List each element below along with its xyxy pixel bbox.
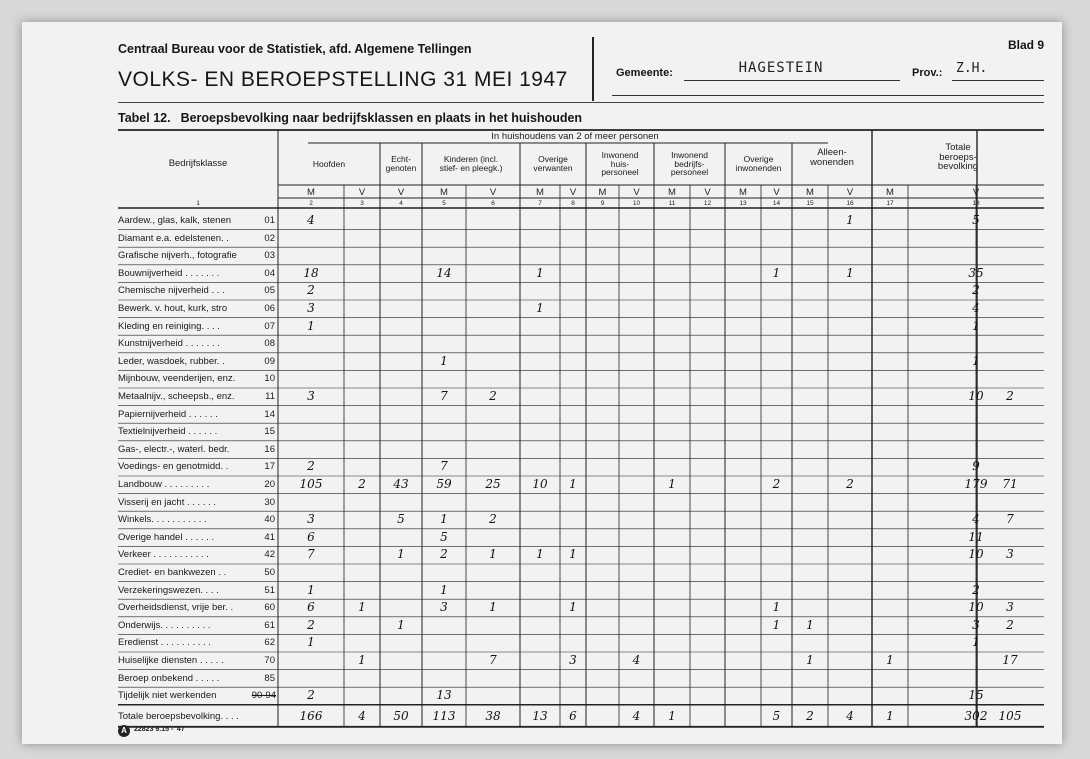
sex-label: V bbox=[358, 187, 366, 198]
row-value: 1 bbox=[569, 477, 577, 491]
row-code: 01 bbox=[264, 215, 275, 226]
row-value: 3 bbox=[1006, 547, 1014, 562]
row-code: 04 bbox=[264, 267, 275, 279]
row-value: 15 bbox=[968, 688, 984, 703]
row-value: 2 bbox=[972, 582, 980, 597]
row-value: 3 bbox=[307, 301, 315, 315]
total-value: 4 bbox=[358, 708, 366, 723]
row-value: 14 bbox=[436, 265, 452, 280]
row-code: 50 bbox=[264, 567, 275, 578]
total-value: 2 bbox=[806, 708, 814, 723]
sex-label: M bbox=[739, 187, 747, 198]
row-value: 71 bbox=[1002, 477, 1018, 491]
row-label: Overheidsdienst, vrije ber. . bbox=[118, 602, 234, 614]
row-label: Bewerk. v. hout, kurk, stro bbox=[118, 303, 228, 314]
bedrijfsklasse-header: Bedrijfsklasse bbox=[168, 158, 228, 170]
row-value: 1 bbox=[569, 547, 577, 562]
row-code: 51 bbox=[264, 584, 275, 596]
column-number: 5 bbox=[442, 200, 446, 207]
row-label: Mijnbouw, veenderijen, enz. bbox=[118, 373, 236, 385]
sex-label: V bbox=[704, 187, 711, 198]
row-value: 1 bbox=[772, 617, 781, 632]
row-label: Metaalnijv., scheepsb., enz. bbox=[118, 391, 235, 402]
row-code: 60 bbox=[264, 602, 275, 614]
row-value: 9 bbox=[972, 459, 980, 474]
row-label: Aardew., glas, kalk, stenen bbox=[118, 215, 232, 226]
row-value: 1 bbox=[772, 265, 781, 280]
row-value: 3 bbox=[972, 617, 980, 632]
row-value: 1 bbox=[489, 547, 497, 562]
row-value: 2 bbox=[1006, 617, 1014, 632]
row-label: Verzekeringswezen. . . . bbox=[118, 584, 219, 596]
column-number: 10 bbox=[632, 200, 641, 207]
row-value: 4 bbox=[972, 301, 980, 315]
row-code: 85 bbox=[264, 672, 275, 684]
census-title: VOLKS- EN BEROEPSTELLING 31 MEI 1947 bbox=[118, 68, 568, 91]
row-code: 30 bbox=[264, 496, 275, 508]
sex-label: V bbox=[846, 187, 854, 198]
printer-logo: A bbox=[118, 725, 130, 737]
row-value: 1 bbox=[846, 265, 854, 280]
row-value: 2 bbox=[358, 477, 366, 491]
row-value: 6 bbox=[307, 600, 315, 615]
gemeente-label: Gemeente: bbox=[616, 67, 673, 79]
row-code: 06 bbox=[264, 303, 275, 314]
row-value: 1 bbox=[440, 512, 448, 527]
row-value: 1 bbox=[972, 635, 980, 650]
row-code: 70 bbox=[264, 655, 275, 666]
row-label: Crediet- en bankwezen . . bbox=[118, 567, 227, 578]
total-value: 113 bbox=[432, 708, 456, 723]
total-value: 166 bbox=[299, 708, 323, 723]
sex-label: M bbox=[440, 187, 448, 198]
row-code: 42 bbox=[264, 549, 275, 561]
row-value: 13 bbox=[436, 688, 452, 703]
row-code: 90-94 bbox=[251, 690, 276, 702]
total-value: 4 bbox=[632, 708, 641, 723]
row-value: 3 bbox=[440, 600, 448, 615]
row-value: 2 bbox=[489, 389, 497, 403]
sheet-number: Blad 9 bbox=[1008, 38, 1045, 52]
row-value: 35 bbox=[968, 265, 984, 280]
column-number: 15 bbox=[806, 200, 814, 207]
row-value: 2 bbox=[972, 283, 980, 298]
sex-label: V bbox=[972, 187, 980, 198]
row-value: 5 bbox=[440, 529, 448, 544]
row-label: Tijdelijk niet werkenden bbox=[118, 690, 217, 702]
row-value: 7 bbox=[440, 459, 448, 474]
sex-label: M bbox=[806, 187, 814, 198]
column-number: 12 bbox=[703, 200, 712, 207]
row-label: Gas-, electr.-, waterl. bedr. bbox=[118, 443, 230, 455]
hoofden-header: Hoofden bbox=[312, 158, 346, 169]
row-code: 17 bbox=[264, 461, 275, 473]
row-value: 3 bbox=[1006, 600, 1014, 615]
row-value: 10 bbox=[968, 547, 984, 562]
row-value: 2 bbox=[440, 547, 448, 562]
row-code: 10 bbox=[264, 373, 275, 385]
bedrijfspersoneel-header: Inwonend bedrijfs- personeel bbox=[670, 149, 709, 178]
row-code: 09 bbox=[264, 355, 275, 367]
row-value: 18 bbox=[303, 265, 319, 280]
row-code: 07 bbox=[264, 320, 275, 332]
column-number: 3 bbox=[360, 200, 364, 207]
row-label: Beroep onbekend . . . . . bbox=[118, 672, 220, 684]
column-number: 11 bbox=[668, 200, 676, 207]
row-value: 1 bbox=[397, 547, 405, 562]
row-label: Leder, wasdoek, rubber. . bbox=[118, 355, 225, 367]
row-value: 1 bbox=[668, 477, 676, 491]
row-value: 10 bbox=[532, 477, 548, 491]
row-value: 43 bbox=[393, 477, 409, 491]
row-code: 41 bbox=[264, 531, 275, 543]
table-caption: Beroepsbevolking naar bedrijfsklassen en plaats in het huishouden bbox=[180, 111, 583, 125]
row-code: 03 bbox=[264, 250, 275, 262]
row-value: 1 bbox=[536, 265, 544, 280]
row-value: 5 bbox=[972, 213, 980, 227]
column-number: 4 bbox=[399, 200, 403, 207]
sex-label: V bbox=[569, 187, 577, 198]
row-value: 2 bbox=[772, 477, 781, 491]
print-code: 22823 9.15 - '47 bbox=[134, 726, 185, 733]
row-value: 1 bbox=[886, 653, 894, 667]
row-value: 2 bbox=[307, 617, 315, 632]
sex-label: M bbox=[598, 187, 607, 198]
total-value: 50 bbox=[393, 708, 409, 723]
echtgenoten-header: Echt- genoten bbox=[385, 154, 417, 173]
row-value: 2 bbox=[307, 459, 315, 474]
row-value: 1 bbox=[536, 301, 544, 315]
row-label: Onderwijs. . . . . . . . . . bbox=[118, 619, 211, 631]
column-number: 7 bbox=[538, 200, 542, 207]
organization-heading: Centraal Bureau voor de Statistiek, afd. Algemene Tellingen bbox=[118, 42, 472, 56]
row-label: Textielnijverheid . . . . . . bbox=[118, 426, 218, 438]
row-label: Voedings- en genotmidd. . bbox=[118, 461, 229, 473]
row-label: Bouwnijverheid . . . . . . . bbox=[118, 267, 220, 279]
row-value: 1 bbox=[972, 353, 980, 368]
row-value: 7 bbox=[1006, 512, 1014, 527]
huispersoneel-header: Inwonend huis- personeel bbox=[601, 149, 639, 178]
total-value: 1 bbox=[886, 708, 894, 723]
row-value: 10 bbox=[968, 389, 984, 403]
total-value: 302 bbox=[964, 708, 988, 723]
sex-label: M bbox=[668, 187, 676, 198]
row-value: 105 bbox=[299, 477, 323, 491]
row-value: 179 bbox=[964, 477, 988, 491]
row-value: 1 bbox=[358, 653, 366, 667]
column-number: 14 bbox=[772, 200, 781, 207]
row-label: Verkeer . . . . . . . . . . . bbox=[118, 549, 209, 561]
row-value: 1 bbox=[806, 617, 814, 632]
row-code: 11 bbox=[265, 391, 275, 402]
row-value: 2 bbox=[307, 688, 315, 703]
row-value: 7 bbox=[307, 547, 315, 562]
row-code: 40 bbox=[264, 514, 275, 526]
column-number: 1 bbox=[196, 200, 200, 207]
overige-inwonenden-header: Overige inwonenden bbox=[735, 154, 782, 173]
row-value: 5 bbox=[397, 512, 405, 527]
row-value: 1 bbox=[397, 617, 405, 632]
totale-beroepsbevolking-header: Totale beroeps- bevolking bbox=[937, 141, 979, 173]
column-number: 9 bbox=[600, 200, 605, 207]
column-number: 8 bbox=[571, 200, 575, 207]
row-value: 1 bbox=[772, 600, 781, 615]
row-code: 05 bbox=[264, 285, 275, 297]
column-number: 13 bbox=[739, 200, 747, 207]
table-number: Tabel 12. bbox=[118, 111, 171, 125]
total-value: 1 bbox=[668, 708, 676, 723]
row-value: 4 bbox=[307, 213, 315, 227]
row-value: 1 bbox=[307, 582, 315, 597]
row-value: 2 bbox=[846, 477, 854, 491]
household-group-header: In huishoudens van 2 of meer personen bbox=[491, 130, 659, 142]
row-label: Winkels. . . . . . . . . . . bbox=[118, 514, 207, 526]
column-number: 18 bbox=[972, 200, 980, 207]
row-code: 20 bbox=[264, 479, 275, 490]
row-label: Landbouw . . . . . . . . . bbox=[118, 479, 210, 490]
row-value: 4 bbox=[632, 653, 641, 667]
sex-label: V bbox=[773, 187, 780, 198]
overige-verwanten-header: Overige verwanten bbox=[533, 154, 573, 173]
total-value: 105 bbox=[998, 708, 1022, 723]
row-value: 11 bbox=[968, 529, 984, 544]
row-value: 3 bbox=[569, 653, 577, 667]
sex-label: M bbox=[886, 187, 894, 198]
row-label: Huiselijke diensten . . . . . bbox=[118, 655, 224, 666]
alleenwonenden-header: Alleen- wonenden bbox=[810, 146, 854, 168]
row-value: 4 bbox=[972, 512, 980, 527]
row-code: 02 bbox=[264, 232, 275, 244]
province-label: Prov.: bbox=[912, 67, 943, 79]
row-value: 6 bbox=[307, 529, 315, 544]
row-value: 59 bbox=[436, 477, 452, 491]
row-value: 1 bbox=[489, 600, 497, 615]
row-label: Kunstnijverheid . . . . . . . bbox=[118, 338, 220, 350]
column-number: 2 bbox=[309, 200, 313, 207]
column-number: 17 bbox=[886, 200, 894, 207]
row-code: 16 bbox=[264, 443, 275, 455]
sex-label: V bbox=[633, 187, 640, 198]
row-value: 10 bbox=[968, 600, 984, 615]
row-value: 25 bbox=[485, 477, 501, 491]
column-number: 16 bbox=[846, 200, 854, 207]
row-value: 2 bbox=[489, 512, 497, 527]
total-value: 4 bbox=[846, 708, 854, 723]
row-label: Diamant e.a. edelstenen. . bbox=[118, 232, 229, 244]
row-label: Grafische nijverh., fotografie bbox=[118, 250, 237, 262]
row-code: 15 bbox=[264, 426, 275, 438]
row-value: 3 bbox=[307, 389, 315, 403]
row-code: 61 bbox=[264, 619, 275, 631]
total-value: 13 bbox=[532, 708, 548, 723]
census-form-sheet bbox=[22, 22, 1062, 744]
gemeente-value: HAGESTEIN bbox=[738, 60, 824, 76]
total-value: 38 bbox=[485, 708, 501, 723]
row-value: 7 bbox=[440, 389, 448, 403]
kinderen-header: Kinderen (incl. stief- en pleegk.) bbox=[439, 154, 503, 173]
row-label: Visserij en jacht . . . . . . bbox=[118, 496, 217, 508]
row-code: 14 bbox=[264, 408, 275, 420]
total-value: 5 bbox=[772, 708, 781, 723]
row-value: 1 bbox=[440, 582, 448, 597]
row-value: 1 bbox=[536, 547, 544, 562]
total-value: 6 bbox=[569, 708, 577, 723]
row-value: 1 bbox=[358, 600, 366, 615]
row-value: 2 bbox=[307, 283, 315, 298]
row-value: 1 bbox=[846, 213, 854, 227]
row-value: 1 bbox=[307, 635, 315, 650]
sex-label: M bbox=[307, 187, 315, 198]
row-label: Kleding en reiniging. . . . bbox=[118, 320, 220, 332]
totals-label: Totale beroepsbevolking. . . . bbox=[118, 710, 239, 722]
column-number: 6 bbox=[491, 200, 495, 207]
row-value: 17 bbox=[1002, 653, 1018, 667]
row-label: Eredienst . . . . . . . . . . bbox=[118, 637, 211, 649]
sex-label: M bbox=[536, 187, 544, 198]
row-label: Papiernijverheid . . . . . . bbox=[118, 408, 218, 420]
row-value: 1 bbox=[569, 600, 577, 615]
row-code: 08 bbox=[264, 338, 275, 350]
sex-label: V bbox=[489, 187, 497, 198]
row-value: 1 bbox=[806, 653, 814, 667]
row-value: 1 bbox=[972, 318, 980, 333]
row-label: Overige handel . . . . . . bbox=[118, 531, 215, 543]
row-value: 3 bbox=[307, 512, 315, 527]
row-value: 1 bbox=[440, 353, 448, 368]
row-value: 2 bbox=[1006, 389, 1014, 403]
row-code: 62 bbox=[264, 637, 275, 649]
row-value: 7 bbox=[489, 653, 497, 667]
row-value: 1 bbox=[307, 318, 315, 333]
sex-label: V bbox=[397, 187, 405, 198]
row-label: Chemische nijverheid . . . bbox=[118, 285, 225, 297]
province-value: Z.H. bbox=[956, 61, 988, 76]
